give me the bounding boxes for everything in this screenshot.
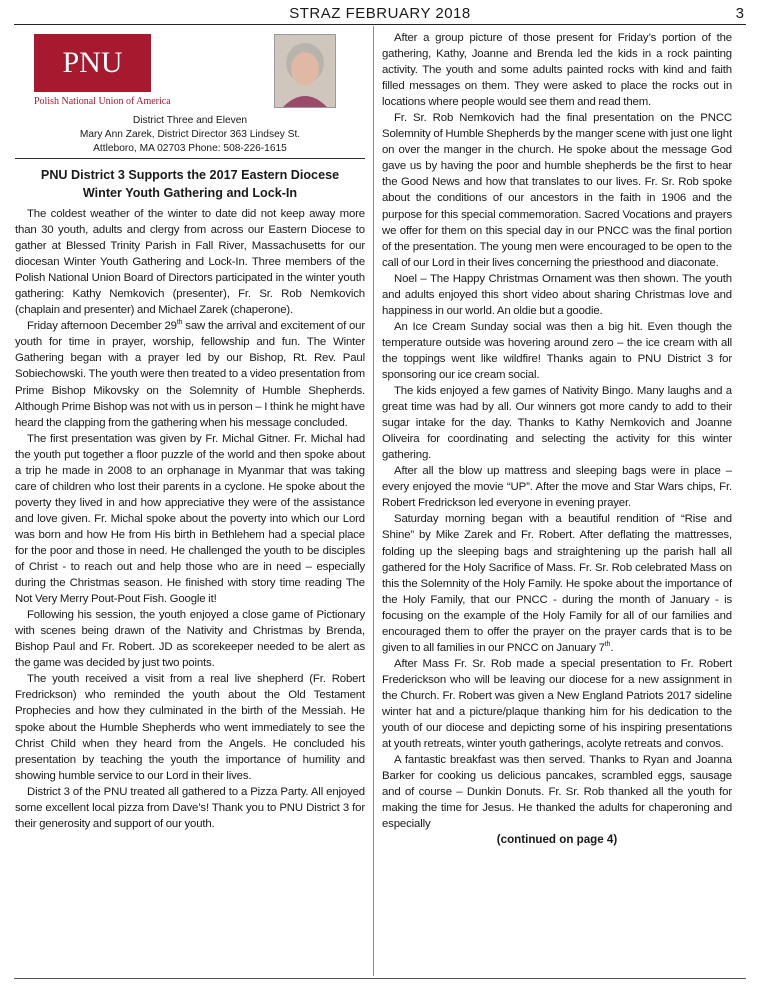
article-headline bbox=[15, 166, 365, 202]
article-paragraph: Noel – The Happy Christmas Ornament was then shown. The youth and adults enjoyed this short video about sharing Christmas love and happiness in our world. An oldie but a goodie. bbox=[382, 272, 732, 317]
continued-note: (continued on page 4) bbox=[496, 833, 618, 847]
article-paragraph: After Mass Fr. Sr. Rob made a special presentation to Fr. Robert Frederickson who will be leaving our diocese for a new assignment in the Church. Fr. Robert was given a New England Patriots 2017 sideline winter hat and a picture/plaque thanking him for his dedication to the youth of our diocese and depicting some of his inspiring presentations at youth retreats, winter youth gatherings, acolyte retreats and convos. bbox=[382, 657, 732, 751]
article-paragraph: Fr. Sr. Rob Nemkovich had the final presentation on the PNCC Solemnity of Humble Shepherds by the manger scene with just one light on over the manger in the church. He spoke about the message God gave us by having the poor and humble shepherds be the first to hear the Good News and how that translates to our lives. Fr. Sr. Rob spoke about the conditions of our ancestors in the faith in 1906 and the purpose for this special commemoration. Sacred Vocations and prayers we offer for them on this special day in our PNCC was the final portion of the presentation. The young men were encouraged to be open to the call of our Lord in their lives concerning the priesthood and diaconate. bbox=[382, 112, 732, 269]
portrait-image bbox=[275, 35, 335, 107]
paragraph-text: Friday afternoon December 29 bbox=[27, 320, 177, 333]
district-director-line: Mary Ann Zarek, District Director 363 Lindsey St. bbox=[79, 129, 301, 140]
article-paragraph: Following his session, the youth enjoyed a close game of Pictionary with scenes being drawn of the Nativity and Christmas by Brenda, Bishop Paul and Fr. Robert. JD as scorekeeper needed to be alert as the game was decided by just two points. bbox=[15, 609, 365, 670]
article-paragraph: An Ice Cream Sunday social was then a big hit. Even though the temperature outside was hovering around zero – the ice cream with all the toppings went like wildfire! Thanks again to PNU District 3 for sponsoring our ice cream social. bbox=[382, 320, 732, 381]
article-paragraph: The coldest weather of the winter to date did not keep away more than 30 youth, adults and clergy from across our Eastern Diocese to gather at Blessed Trinity Parish in Fall River, Massachusetts for our diocesan Winter Youth Gathering and Lock-In. Three members of the Polish National Union Board of Directors participated in the winter youth gathering: Kathy Nemkovich (presenter), Fr. Sr. Rob Nemkovich (chaplain and presenter) and Michael Zarek (chaperone). bbox=[15, 208, 365, 317]
article-paragraph: District 3 of the PNU treated all gathered to a Pizza Party. All enjoyed some excellent local pizza from Dave’s! Thank you to PNU District 3 for their generosity and support of our youth. bbox=[15, 785, 365, 830]
column-divider bbox=[373, 26, 374, 976]
paragraph-text: saw the arrival and excitement of our youth for time in prayer, worship, fellowship and fun. The Winter Gathering began with a prayer led by our Bishop, Rt. Rev. Paul Sobiechowski. The youth were then treated to a video presentation from Prime Bishop Mikovsky on the Solemnity of Humble Shepherds. Although Prime Bishop was not with us in person – I think he might have heard the clapping from the gathering when his message concluded. bbox=[15, 320, 365, 429]
article-paragraph bbox=[15, 318, 365, 430]
paragraph-text: Saturday morning began with a beautiful rendition of “Rise and Shine” by Mike Zarek and Fr. Robert. After deflating the mattresses, folding up the sleeping bags and straightening up the parish hall all gathered for the Holy Sacrifice of Mass. Fr. Sr. Rob celebrated Mass on this the Solemnity of the Holy Family. He spoke about the importance of the Holy Family, that our PNCC - during the month of January - is focusing on the example of the Holy Family for all of our families and encouraged them to offer the prayer on the prayer cards that is to be given to all families in our PNCC on January 7 bbox=[382, 513, 732, 654]
headline-rule bbox=[15, 158, 365, 159]
top-rule bbox=[14, 24, 746, 25]
pnu-logo-subtitle: Polish National Union of America bbox=[34, 96, 171, 107]
district-director-photo bbox=[274, 34, 336, 108]
district-info bbox=[15, 114, 365, 156]
article-body-left bbox=[15, 206, 365, 832]
article-paragraph: The first presentation was given by Fr. Michal Gitner. Fr. Michal had the youth put together a floor puzzle of the world and then spoke about a trip he made in 2008 to an orphanage in Myanmar that was taking care of children who lost their parents in a cyclone. He spoke about the poverty they lived in and how appreciative they were of the assistance and love given. Fr. Michal spoke about the poverty into which our Lord was born and how He from His birth in Bethlehem had a special place for the poor and those in need. He challenged the youth to be disciples of Christ - to reach out and help those who are in need – especially during the Christmas season. He finished with story time reading The Not Very Merry Pout-Pout Fish. Google it! bbox=[15, 432, 365, 606]
article-paragraph bbox=[382, 511, 732, 655]
ordinal-suffix: th bbox=[604, 640, 611, 648]
district-address-line: Attleboro, MA 02703 Phone: 508-226-1615 bbox=[93, 143, 287, 154]
bottom-rule bbox=[14, 978, 746, 979]
article-paragraph: The youth received a visit from a real live shepherd (Fr. Robert Fredrickson) who reminded the youth about the Old Testament Prophecies and how they culminated in the birth of the Messiah. He spoke about the Humble Shepherds who went immediately to see the Christ Child when they heard from the Angels. He concluded his presentation by teaching the youth the importance of humility and showing humble service to our Lord in their lives. bbox=[15, 673, 365, 782]
district-line: District Three and Eleven bbox=[132, 115, 248, 126]
pnu-logo: PNU bbox=[34, 34, 151, 92]
page-header-title: STRAZ FEBRUARY 2018 bbox=[289, 5, 471, 22]
headline-line-2: Winter Youth Gathering and Lock-In bbox=[82, 186, 298, 200]
article-paragraph: After all the blow up mattress and sleeping bags were in place – every enjoyed the movie “UP”. After the move and Star Wars chips, Fr. Robert Fredrickson led everyone in evening prayer. bbox=[382, 465, 732, 510]
headline-line-1: PNU District 3 Supports the 2017 Eastern Diocese bbox=[40, 168, 340, 182]
paragraph-text: . bbox=[610, 641, 614, 654]
page-number: 3 bbox=[735, 5, 744, 22]
ordinal-suffix: th bbox=[176, 319, 183, 327]
article-paragraph: After a group picture of those present for Friday’s portion of the gathering, Kathy, Joanne and Brenda led the kids in a rock painting activity. The youth and some adults painted rocks with kind and faith filled messages on them. They were asked to place the rocks out in locations where people would see them and read them. bbox=[382, 32, 732, 109]
right-column bbox=[382, 30, 732, 846]
article-paragraph: The kids enjoyed a few games of Nativity Bingo. Many laughs and a great time was had by all. Our winners got more candy to add to their sugar intake for the day. Thanks to Kathy Nemkovich and Joanne Oliveira for coordinating and selecting the activity for this winter gathering. bbox=[382, 385, 732, 462]
article-paragraph: A fantastic breakfast was then served. Thanks to Ryan and Joanna Barker for cooking us delicious pancakes, scrambled eggs, sausage and of course – Dunkin Donuts. Fr. Sr. Rob thanked all the youth for making the time for Jesus. He thanked the adults for chaperoning and especially bbox=[382, 754, 732, 831]
